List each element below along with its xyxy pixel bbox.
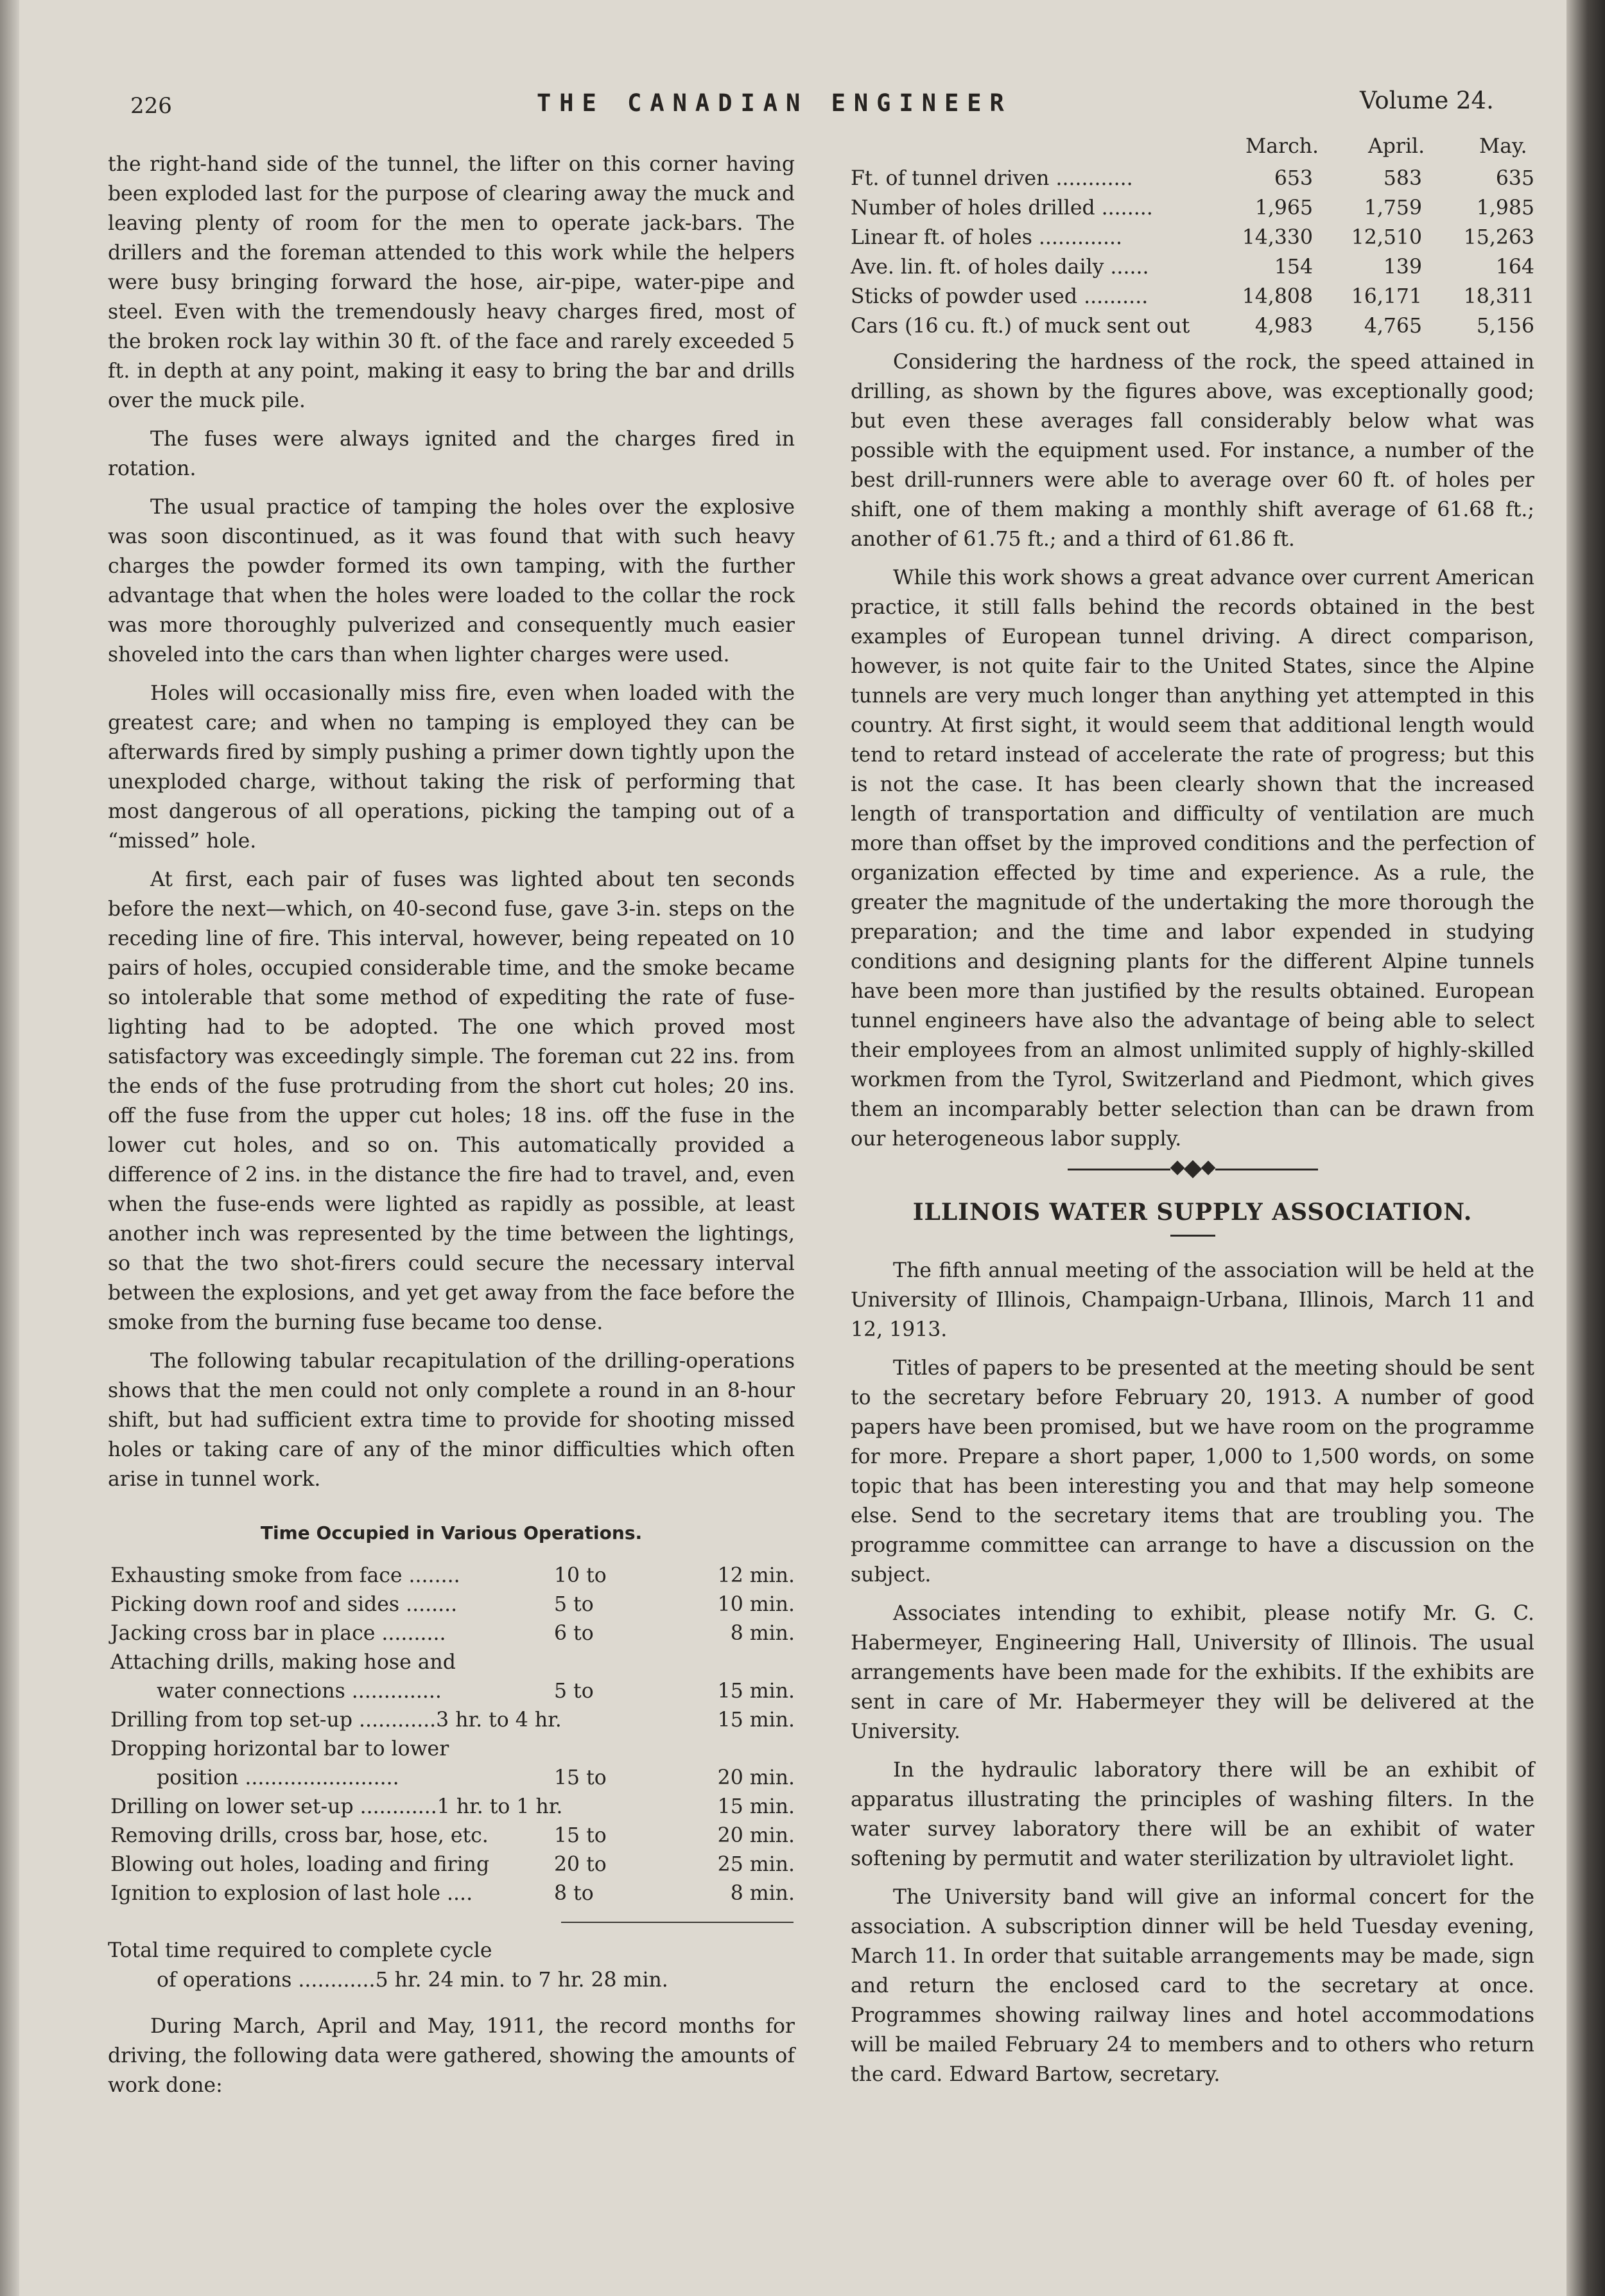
operation-label: Jacking cross bar in place ..........	[110, 1622, 446, 1645]
paragraph: The following tabular recapitulation of the drilling-operations shows that the men could not only complete a round in an 8-hour shift, but had sufficient extra time to provide for shooting missed holes or taking care of any of the minor difficulties which often arise in tunnel work.	[108, 1350, 795, 1491]
paragraph: Associates intending to exhibit, please notify Mr. G. C. Habermeyer, Engineering Hall, University of Illinois. The usual arrangements have been made for the exhibits. If the exhibits are sent in care of Mr. Habermeyer they will be delivered at the University.	[851, 1602, 1534, 1743]
paragraph: During March, April and May, 1911, the record months for driving, the following data were gathered, showing the amounts of work done:	[108, 2015, 795, 2097]
paragraph: In the hydraulic laboratory there will be an exhibit of apparatus illustrating the principles of washing filters. In the water survey laboratory there will be an exhibit of water softening by permutit and water sterilization by ultraviolet light.	[851, 1759, 1534, 1870]
time-table-row	[108, 1821, 795, 1850]
operation-label: Blowing out holes, loading and firing	[110, 1853, 490, 1876]
section-heading: ILLINOIS WATER SUPPLY ASSOCIATION.	[912, 1199, 1473, 1226]
drill-table-row	[851, 223, 1534, 252]
drill-value-march: 653	[1274, 167, 1313, 190]
volume-label: Volume 24.	[1360, 87, 1494, 114]
drill-value-may: 635	[1495, 167, 1534, 190]
time-table	[108, 1561, 795, 1908]
time-min: 10 to	[554, 1564, 607, 1587]
operation-label: Attaching drills, making hose and	[110, 1651, 456, 1674]
time-min: 15 to	[554, 1824, 607, 1847]
time-max: 25 min.	[717, 1853, 795, 1876]
paragraph: The fifth annual meeting of the association will be held at the University of Illinois, Champaign-Urbana, Illinois, March 11 and 12, 1913.	[851, 1259, 1534, 1341]
drill-table-row	[851, 252, 1534, 282]
time-table-row	[108, 1763, 795, 1792]
time-max: 15 min.	[717, 1680, 795, 1703]
page-number: 226	[130, 93, 172, 119]
drill-value-may: 15,263	[1463, 226, 1534, 249]
operation-label: Picking down roof and sides ........	[110, 1593, 458, 1616]
drill-value-may: 164	[1495, 256, 1534, 279]
drill-value-march: 4,983	[1254, 315, 1313, 338]
heading-rule	[1170, 1235, 1215, 1237]
total-time-line: Total time required to complete cycle	[108, 1939, 492, 1962]
drill-value-april: 4,765	[1364, 315, 1422, 338]
operation-label: Drilling from top set-up ............3 hr. to 4 hr.	[110, 1709, 562, 1732]
time-table-row	[108, 1648, 795, 1676]
paragraph: At first, each pair of fuses was lighted about ten seconds before the next—which, on 40-second fuse, gave 3-in. steps on the receding line of fire. This interval, however, being repeated on 10 pairs of holes, occupied considerable time, and the smoke became so intolerable that some method of expediting the rate of fuse-lighting had to be adopted. The one which proved most satisfactory was exceedingly simple. The foreman cut 22 ins. from the ends of the fuse protruding from the short cut holes; 20 ins. off the fuse from the upper cut holes; 18 ins. off the fuse in the lower cut holes, and so on. This automatically provided a difference of 2 ins. in the distance the fire had to travel, and, even when the fuse-ends were lighted as rapidly as possible, at least another inch was represented by the time between the lightings, so that the two shot-firers could secure the necessary interval between the explosions, and yet get away from the face before the smoke from the burning fuse became too dense.	[108, 868, 795, 1334]
time-max: 8 min.	[730, 1882, 795, 1905]
paragraph: The fuses were always ignited and the charges fired in rotation.	[108, 428, 795, 480]
time-max: 20 min.	[717, 1824, 795, 1847]
drill-value-april: 1,759	[1364, 196, 1422, 220]
operation-label: water connections ..............	[157, 1680, 442, 1703]
drill-row-label: Number of holes drilled ........	[851, 196, 1153, 220]
drill-table	[851, 164, 1534, 341]
time-max: 15 min.	[717, 1795, 795, 1818]
drill-table-row	[851, 193, 1534, 223]
drill-value-march: 14,808	[1242, 285, 1313, 308]
drill-row-label: Sticks of powder used ..........	[851, 285, 1149, 308]
drill-value-may: 18,311	[1463, 285, 1534, 308]
time-table-row	[108, 1619, 795, 1648]
time-max: 10 min.	[717, 1593, 795, 1616]
drill-value-may: 1,985	[1476, 196, 1534, 220]
drill-table-header	[851, 132, 1534, 164]
time-max: 15 min.	[717, 1709, 795, 1732]
paragraph: Titles of papers to be presented at the meeting should be sent to the secretary before February 20, 1913. A number of good papers have been promised, but we have room on the programme for more. Prepare a short paper, 1,000 to 1,500 words, on some topic that has been interesting you and that may help someone else. Send to the secretary items that are troubling you. The programme committee can arrange to have a discussion on the subject.	[851, 1357, 1534, 1587]
time-min: 8 to	[554, 1882, 594, 1905]
operation-label: Exhausting smoke from face ........	[110, 1564, 460, 1587]
time-table-row	[108, 1676, 795, 1705]
drill-value-april: 139	[1383, 256, 1422, 279]
paragraph: While this work shows a great advance over current American practice, it still falls behind the records obtained in the best examples of European tunnel driving. A direct comparison, however, is not quite fair to the United States, since the Alpine tunnels are very much longer than anything yet attempted in this country. At first sight, it would seem that additional length would tend to retard instead of accelerate the rate of progress; but this is not the case. It has been clearly shown that the increased length of transportation and difficulty of ventilation are much more than offset by the improved conditions and the perfection of organization effected by time and experience. As a rule, the greater the magnitude of the undertaking the more thorough the preparation; and the time and labor expended in studying conditions and designing plants for the different Alpine tunnels have been more than justified by the results obtained. European tunnel engineers have also the advantage of being able to select their employees from an almost unlimited supply of highly-skilled workmen from the Tyrol, Switzerland and Piedmont, which gives them an incomparably better selection than can be drawn from our heterogeneous labor supply.	[851, 566, 1534, 1151]
journal-title: THE CANADIAN ENGINEER	[537, 89, 1012, 117]
time-max: 12 min.	[717, 1564, 795, 1587]
drill-row-label: Ave. lin. ft. of holes daily ......	[851, 256, 1149, 279]
month-header: April.	[1368, 135, 1425, 158]
right-column	[851, 132, 1534, 2098]
drill-row-label: Linear ft. of holes .............	[851, 226, 1123, 249]
drill-row-label: Ft. of tunnel driven ............	[851, 167, 1133, 190]
drill-value-may: 5,156	[1476, 315, 1534, 338]
time-table-title: Time Occupied in Various Operations.	[260, 1522, 643, 1544]
paragraph: the right-hand side of the tunnel, the lifter on this corner having been exploded last for the purpose of clearing away the muck and leaving plenty of room for the men to operate jack-bars. The drillers and the foreman attended to this work while the helpers were busy bringing forward the hose, air-pipe, water-pipe and steel. Even with the tremendously heavy charges fired, most of the broken rock lay within 30 ft. of the face and rarely exceeded 5 ft. in depth at any point, making it easy to bring the bar and drills over the muck pile.	[108, 153, 795, 412]
time-min: 5 to	[554, 1593, 594, 1616]
time-table-row	[108, 1561, 795, 1590]
drill-table-row	[851, 164, 1534, 193]
time-table-row	[108, 1850, 795, 1879]
paragraph: The usual practice of tamping the holes over the explosive was soon discontinued, as it was found that with such heavy charges the powder formed its own tamping, with the further advantage that when the holes were loaded to the collar the rock was more thoroughly pulverized and consequently much easier shoveled into the cars than when lighter charges were used.	[108, 496, 795, 666]
operation-label: Removing drills, cross bar, hose, etc.	[110, 1824, 489, 1847]
time-max: 20 min.	[717, 1766, 795, 1789]
paragraph: Considering the hardness of the rock, the speed attained in drilling, as shown by the figures above, was exceptionally good; but even these averages fall considerably below what was possible with the equipment used. For instance, a number of the best drill-runners were able to average over 60 ft. of holes per shift, one of them making a monthly shift average of 61.68 ft.; another of 61.75 ft.; and a third of 61.86 ft.	[851, 351, 1534, 551]
left-column	[108, 150, 795, 2109]
drill-table-row	[851, 311, 1534, 341]
time-table-row	[108, 1705, 795, 1734]
section-ornament	[851, 1163, 1534, 1176]
month-header: May.	[1479, 135, 1527, 158]
operation-label: position ........................	[157, 1766, 399, 1789]
time-min: 5 to	[554, 1680, 594, 1703]
drill-table-row	[851, 282, 1534, 311]
time-max: 8 min.	[730, 1622, 795, 1645]
drill-value-april: 16,171	[1351, 285, 1422, 308]
time-min: 15 to	[554, 1766, 607, 1789]
paragraph: The University band will give an informal concert for the association. A subscription dinner will be held Tuesday evening, March 11. In order that suitable arrangements may be made, sign and return the enclosed card to the secretary at once. Programmes showing railway lines and hotel accommodations will be mailed February 24 to members and to others who return the card. Edward Bartow, secretary.	[851, 1886, 1534, 2086]
drill-value-april: 583	[1383, 167, 1422, 190]
drill-value-march: 1,965	[1254, 196, 1313, 220]
drill-value-march: 154	[1274, 256, 1313, 279]
total-time-value: of operations ............5 hr. 24 min. to 7 hr. 28 min.	[157, 1969, 668, 1992]
time-min: 20 to	[554, 1853, 607, 1876]
month-header: March.	[1245, 135, 1319, 158]
operation-label: Ignition to explosion of last hole ....	[110, 1882, 473, 1905]
paragraph: Holes will occasionally miss fire, even when loaded with the greatest care; and when no tamping is employed they can be afterwards fired by simply pushing a primer down tightly upon the unexploded charge, without taking the risk of performing that most dangerous of all operations, picking the tamping out of a “missed” hole.	[108, 682, 795, 853]
time-table-row	[108, 1734, 795, 1763]
page-gutter-shadow	[0, 0, 19, 2296]
operation-label: Drilling on lower set-up ............1 hr. to 1 hr.	[110, 1795, 563, 1818]
time-min: 6 to	[554, 1622, 594, 1645]
drill-row-label: Cars (16 cu. ft.) of muck sent out	[851, 315, 1190, 338]
drill-value-march: 14,330	[1242, 226, 1313, 249]
time-table-row	[108, 1590, 795, 1619]
page-edge-shadow	[1566, 0, 1605, 2296]
table-divider	[561, 1922, 794, 1923]
time-table-row	[108, 1792, 795, 1821]
operation-label: Dropping horizontal bar to lower	[110, 1737, 449, 1761]
time-table-row	[108, 1879, 795, 1908]
drill-value-april: 12,510	[1351, 226, 1422, 249]
